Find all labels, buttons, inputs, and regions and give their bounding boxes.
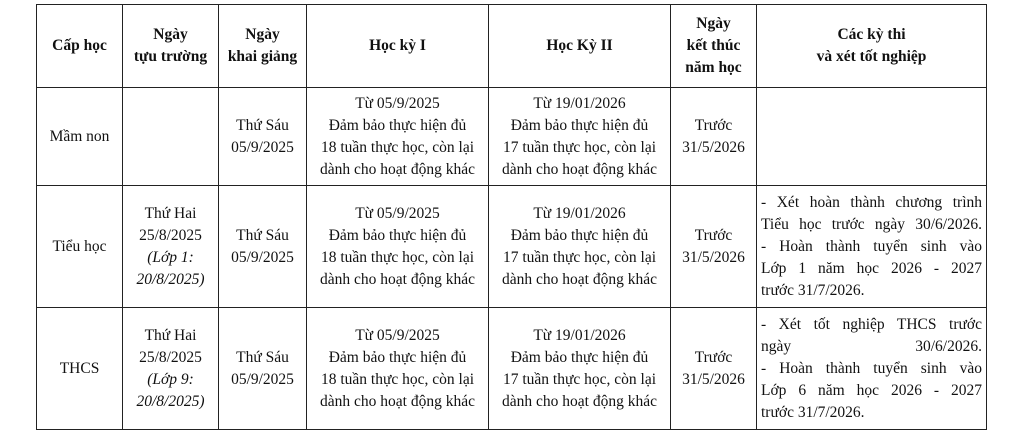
cell-arrival-date: Thứ Hai 25/8/2025 (Lớp 1: 20/8/2025) [123,186,219,308]
cell-opening-date: Thứ Sáu 05/9/2025 [219,308,307,430]
header-level: Cấp học [37,5,123,88]
cell-arrival-date [123,88,219,186]
cell-opening-date: Thứ Sáu 05/9/2025 [219,88,307,186]
header-arrival-date: Ngày tựu trường [123,5,219,88]
schedule-table-container [36,4,986,430]
cell-end-date: Trước 31/5/2026 [671,88,757,186]
cell-level: Tiểu học [37,186,123,308]
cell-exams: - Xét hoàn thành chương trình Tiểu học trước ngày 30/6/2026. - Hoàn thành tuyển sinh vào Lớp 1 năm học 2026 - 2027 trước 31/7/2026. [757,186,987,308]
cell-level: THCS [37,308,123,430]
header-row [37,5,987,88]
cell-term-1: Từ 05/9/2025 Đảm bảo thực hiện đủ 18 tuần thực học, còn lại dành cho hoạt động khác [307,186,489,308]
cell-end-date: Trước 31/5/2026 [671,186,757,308]
school-year-schedule-table [36,4,987,430]
cell-term-1: Từ 05/9/2025 Đảm bảo thực hiện đủ 18 tuần thực học, còn lại dành cho hoạt động khác [307,88,489,186]
cell-exams: - Xét tốt nghiệp THCS trước ngày 30/6/2026. - Hoàn thành tuyển sinh vào Lớp 6 năm học 2026 - 2027 trước 31/7/2026. [757,308,987,430]
cell-end-date: Trước 31/5/2026 [671,308,757,430]
table-row-preschool [37,88,987,186]
cell-term-2: Từ 19/01/2026 Đảm bảo thực hiện đủ 17 tuần thực học, còn lại dành cho hoạt động khác [489,308,671,430]
header-exams: Các kỳ thi và xét tốt nghiệp [757,5,987,88]
table-row-secondary [37,308,987,430]
header-opening-date: Ngày khai giảng [219,5,307,88]
header-term-2: Học Kỳ II [489,5,671,88]
cell-level: Mầm non [37,88,123,186]
header-term-1: Học kỳ I [307,5,489,88]
cell-arrival-date: Thứ Hai 25/8/2025 (Lớp 9: 20/8/2025) [123,308,219,430]
cell-term-2: Từ 19/01/2026 Đảm bảo thực hiện đủ 17 tuần thực học, còn lại dành cho hoạt động khác [489,186,671,308]
cell-term-1: Từ 05/9/2025 Đảm bảo thực hiện đủ 18 tuần thực học, còn lại dành cho hoạt động khác [307,308,489,430]
table-row-primary [37,186,987,308]
cell-exams [757,88,987,186]
cell-term-2: Từ 19/01/2026 Đảm bảo thực hiện đủ 17 tuần thực học, còn lại dành cho hoạt động khác [489,88,671,186]
header-end-date: Ngày kết thúc năm học [671,5,757,88]
cell-opening-date: Thứ Sáu 05/9/2025 [219,186,307,308]
